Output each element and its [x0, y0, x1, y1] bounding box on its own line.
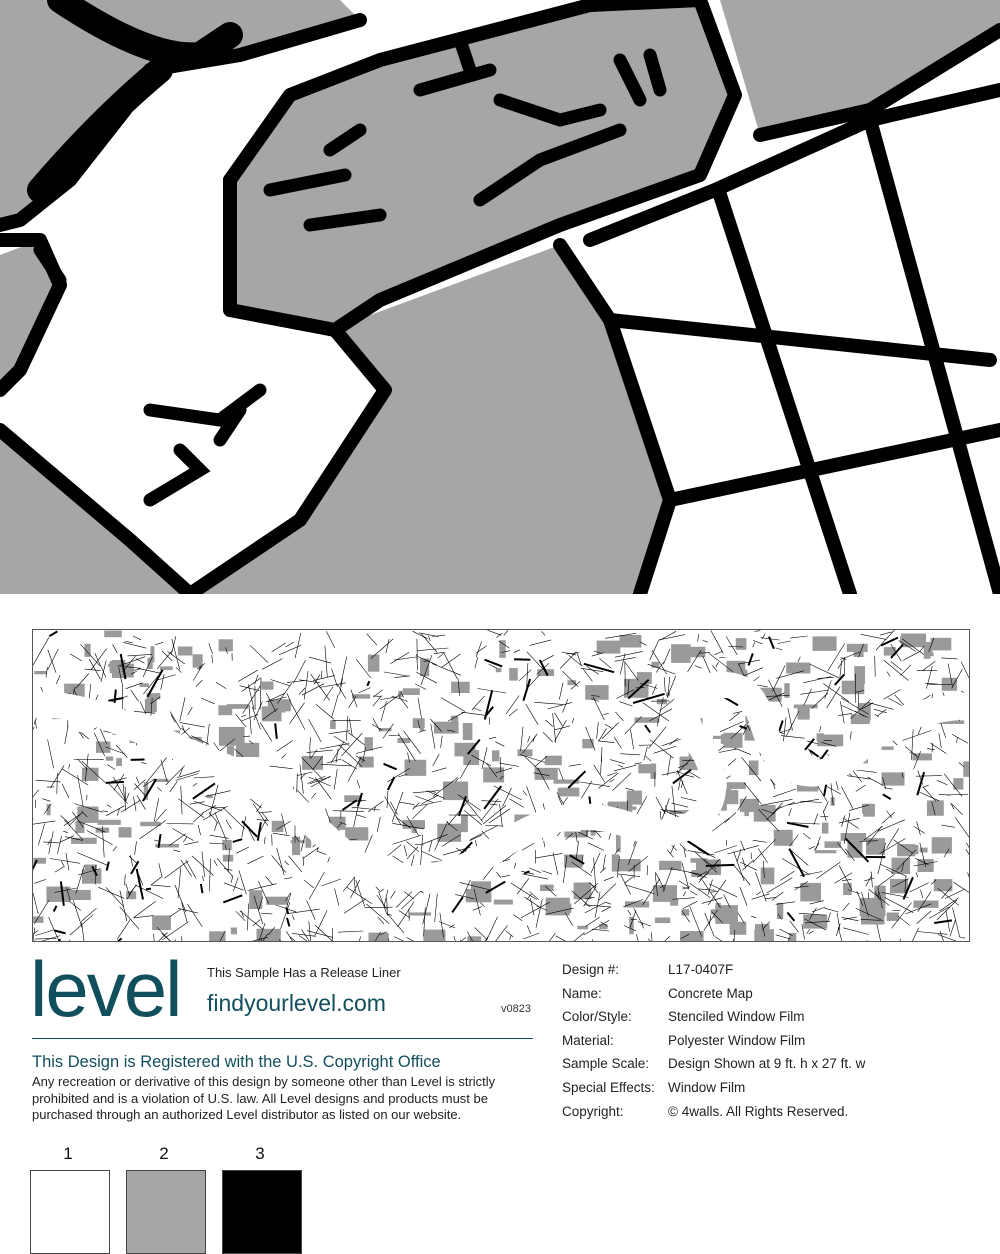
release-liner-note: This Sample Has a Release Liner [207, 965, 401, 980]
map-overview-strip [32, 629, 970, 942]
spec-row-design [562, 962, 865, 986]
hero-map-closeup [0, 0, 1000, 594]
hero-map-graphic [0, 0, 1000, 594]
spec-value: Concrete Map [668, 986, 753, 1010]
swatch-white [30, 1170, 110, 1254]
version-label: v0823 [501, 1003, 531, 1015]
spec-label: Copyright: [562, 1104, 668, 1128]
spec-value: Stenciled Window Film [668, 1009, 805, 1033]
spec-table [562, 962, 865, 1127]
swatch-number-2: 2 [124, 1144, 204, 1164]
spec-label: Name: [562, 986, 668, 1010]
swatch-number-1: 1 [28, 1144, 108, 1164]
copyright-title: This Design is Registered with the U.S. Copyright Office [32, 1053, 441, 1072]
spec-value: L17-0407F [668, 962, 733, 986]
spec-label: Color/Style: [562, 1009, 668, 1033]
spec-label: Sample Scale: [562, 1056, 668, 1080]
level-logo: level [30, 950, 180, 1028]
spec-value: Design Shown at 9 ft. h x 27 ft. w [668, 1056, 865, 1080]
spec-row-name [562, 986, 865, 1010]
swatch-black [222, 1170, 302, 1254]
map-overview-graphic [33, 630, 969, 941]
spec-value: Window Film [668, 1080, 745, 1104]
spec-row-material [562, 1033, 865, 1057]
spec-row-copyright [562, 1104, 865, 1128]
copyright-body: Any recreation or derivative of this design by someone other than Level is strictly prohibited and is a violation of U.S. law. All Level designs and products must be purchased through an authorized Level distributor as listed on our website. [32, 1074, 542, 1124]
spec-label: Material: [562, 1033, 668, 1057]
divider [32, 1038, 533, 1039]
spec-label: Special Effects: [562, 1080, 668, 1104]
spec-row-effects [562, 1080, 865, 1104]
website-link[interactable]: findyourlevel.com [207, 990, 386, 1017]
spec-row-scale [562, 1056, 865, 1080]
swatch-number-3: 3 [220, 1144, 300, 1164]
swatch-grey [126, 1170, 206, 1254]
spec-row-color [562, 1009, 865, 1033]
spec-value: Polyester Window Film [668, 1033, 805, 1057]
spec-value: © 4walls. All Rights Reserved. [668, 1104, 848, 1128]
spec-label: Design #: [562, 962, 668, 986]
